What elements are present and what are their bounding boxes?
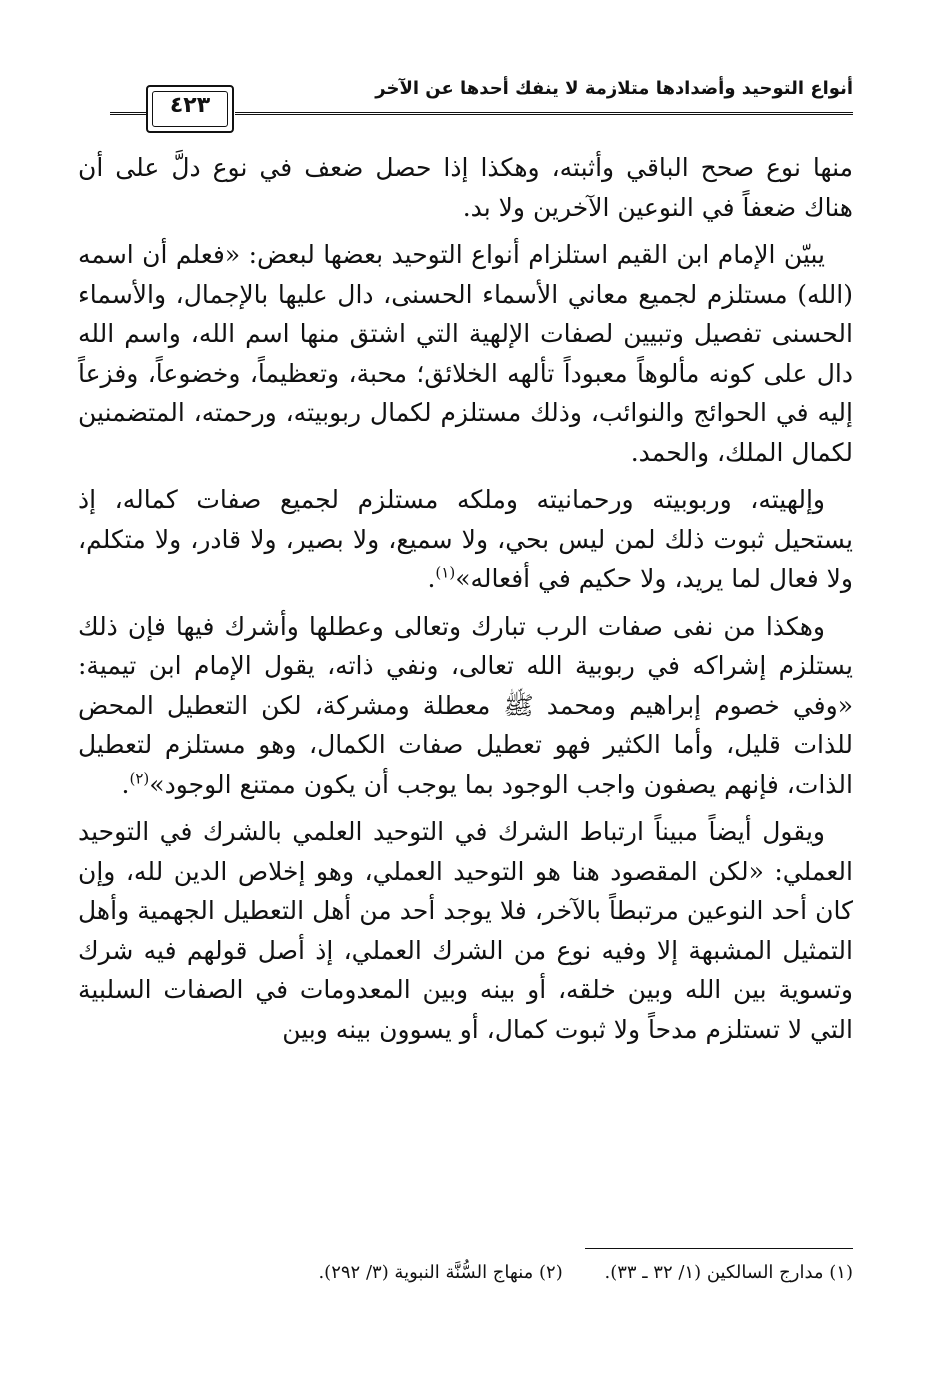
header-rule-left [110,112,146,115]
paragraph-3-text: وإلهيته، وربوبيته ورحمانيته وملكه مستلزم لجميع صفات كماله، إذ يستحيل ثبوت ذلك لمن ليس بحي، ولا سميع، ولا بصير، ولا قادر، ولا متكلم، ولا فعال لما يريد، ولا حكيم في أفعاله» [78,485,853,593]
body-text [78,148,853,1057]
header-rule [235,112,853,115]
running-title: أنواع التوحيد وأضدادها متلازمة لا ينفك أحدها عن الآخر [375,78,853,99]
paragraph-3-end: . [427,564,436,593]
paragraph-2: يبيّن الإمام ابن القيم استلزام أنواع التوحيد بعضها لبعض: «فعلم أن اسمه (الله) مستلزم لجميع معاني الأسماء الحسنى، دال عليها بالإجمال، والأسماء الحسنى تفصيل وتبيين لصفات الإلهية التي اشتق منها اسم الله، واسم الله دال على كونه مألوهاً معبوداً تألهه الخلائق؛ محبة، وتعظيماً، وخضوعاً، وفزعاً إليه في الحوائج والنوائب، وذلك مستلزم لكمال ربوبيته، ورحمته، المتضمنين لكمال الملك، والحمد. [78,240,853,467]
paragraph-4-end: . [121,769,130,799]
page-number: ٤٢٣ [169,93,211,118]
page-number-frame [146,85,234,133]
paragraph-4-text: وهكذا من نفى صفات الرب تبارك وتعالى وعطلها وأشرك فيها فإن ذلك يستلزم إشراكه في ربوبية الله تعالى، ونفي ذاته، يقول الإمام ابن تيمية: «وفي خصوم إبراهيم ومحمد ﷺ معطلة ومشركة، لكن التعطيل المحض للذات قليل، وأما الكثير فهو تعطيل صفات الكمال، وهو مستلزم لتعطيل الذات، فإنهم يصفون واجب الوجود بما يوجب أن يكون ممتنع الوجود» [78,611,853,799]
footnote-ref-2: (٢) [129,769,150,788]
paragraph-3 [78,480,853,599]
paragraph-1: منها نوع صحح الباقي وأثبته، وهكذا إذا حصل ضعف في نوع دلَّ على أن هناك ضعفاً في النوعين الآخرين ولا بد. [78,153,853,222]
footnote-ref-1: (١) [435,563,456,582]
footnote-rule [585,1248,853,1249]
paragraph-4 [78,607,853,805]
footnote-2: (٢) منهاج السُّنَّة النبوية (٣/ ٢٩٢). [318,1262,563,1283]
footnotes [78,1262,853,1283]
footnote-1: (١) مدارج السالكين (١/ ٣٢ ـ ٣٣). [604,1262,853,1283]
paragraph-5: ويقول أيضاً مبيناً ارتباط الشرك في التوحيد العلمي بالشرك في التوحيد العملي: «لكن المقصود هنا هو التوحيد العملي، وهو إخلاص الدين لله، وإن كان أحد النوعين مرتبطاً بالآخر، فلا يوجد أحد من أهل التعطيل الجهمية وأهل التمثيل المشبهة إلا وفيه نوع من الشرك العملي، إذ أصل قولهم فيه شرك وتسوية بين الله وبين خلقه، أو بينه وبين المعدومات في الصفات السلبية التي لا تستلزم مدحاً ولا ثبوت كمال، أو يسوون بينه وبين [78,817,853,1044]
